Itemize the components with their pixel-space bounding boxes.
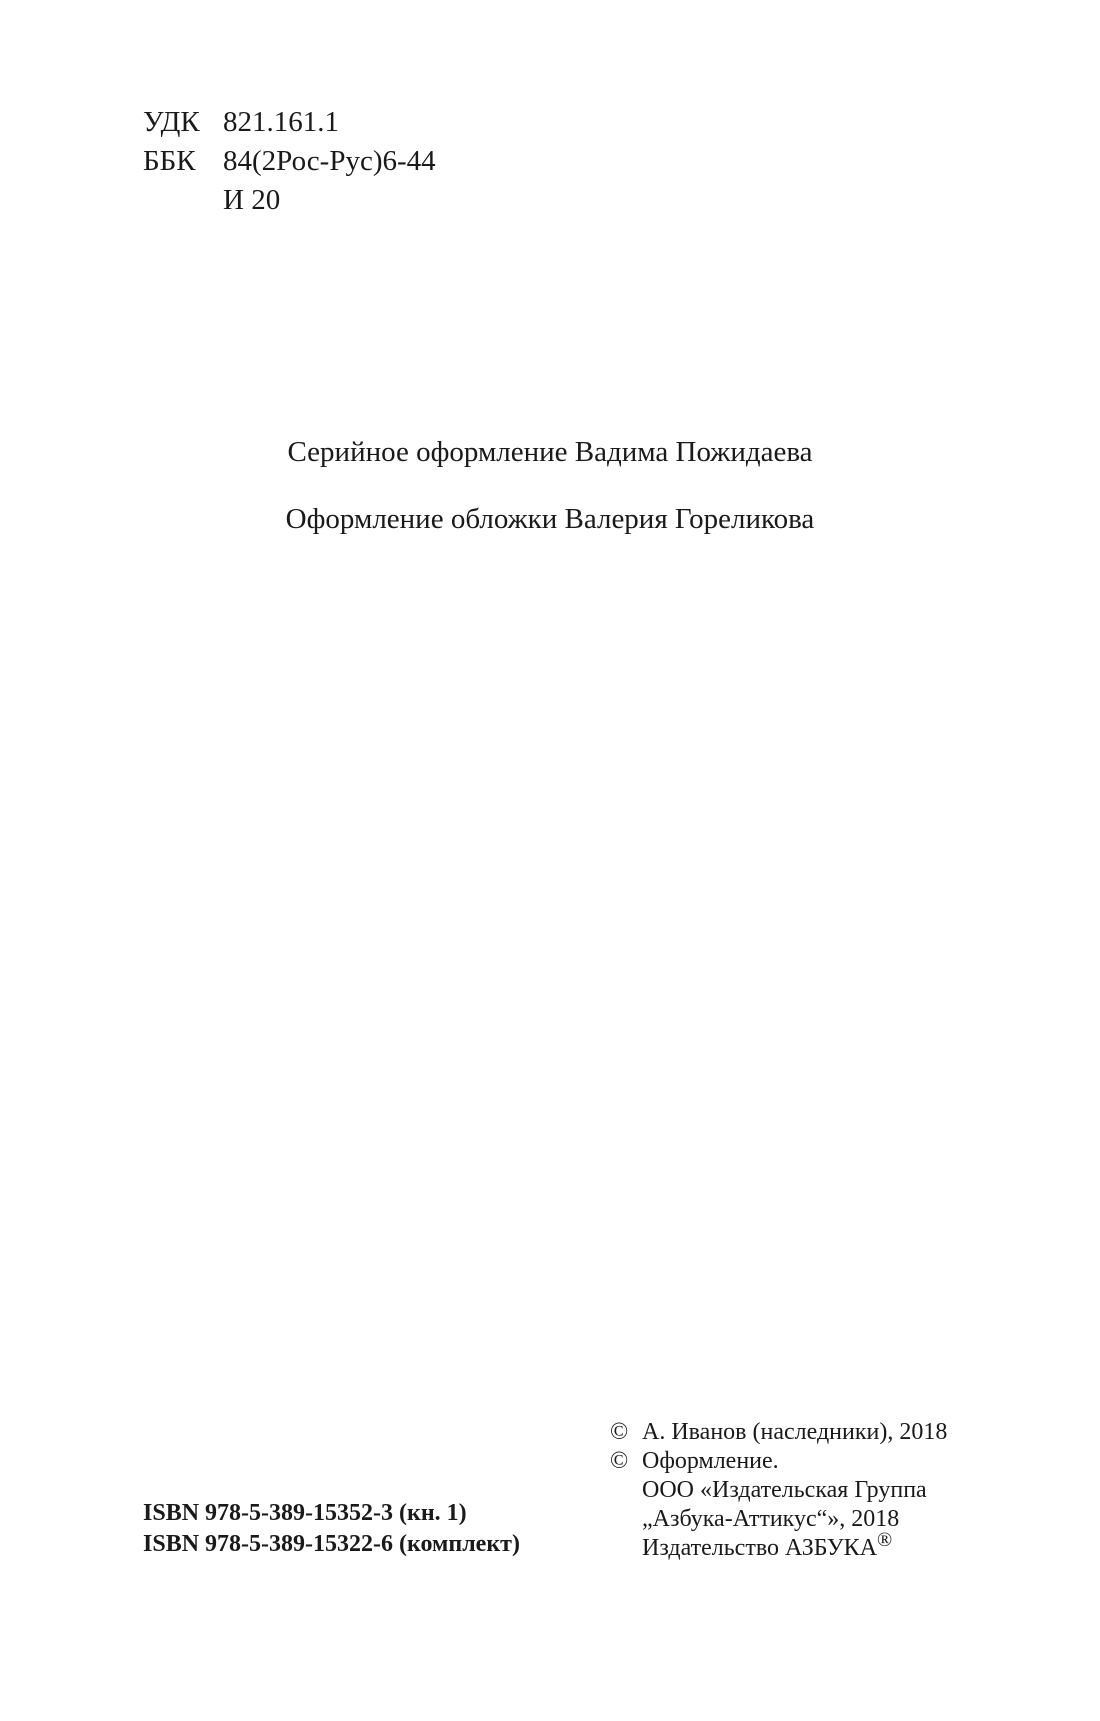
udk-row [143, 103, 436, 142]
publisher-name-line: „Азбука-Аттикус“», 2018 [642, 1506, 900, 1532]
copyright-icon: © [610, 1419, 629, 1445]
isbn-set: ISBN 978-5-389-15322-6 (комплект) [143, 1531, 520, 1557]
copyright-icon: © [610, 1448, 629, 1474]
publisher-group-line: ООО «Издательская Группа [642, 1477, 927, 1503]
publisher-imprint-line [642, 1529, 927, 1563]
classification-block [143, 103, 436, 220]
copyright-author-text: А. Иванов (наследники), 2018 [642, 1419, 948, 1445]
copyright-design [610, 1447, 947, 1563]
bbk-value: 84(2Рос-Рус)6-44 [223, 145, 436, 177]
copyright-author [610, 1418, 947, 1447]
isbn-block [143, 1498, 520, 1560]
registered-mark-icon: ® [877, 1529, 893, 1551]
author-mark-row [143, 181, 436, 220]
publisher-imprint-text: Издательство АЗБУКА [642, 1535, 878, 1561]
udk-value: 821.161.1 [223, 106, 339, 138]
udk-label: УДК [143, 106, 200, 138]
copyright-design-label: Оформление. [642, 1448, 779, 1474]
isbn-book: ISBN 978-5-389-15352-3 (кн. 1) [143, 1500, 467, 1526]
bbk-row [143, 142, 436, 181]
copyright-block [610, 1418, 947, 1563]
bbk-label: ББК [143, 145, 196, 177]
author-mark-spacer [143, 181, 223, 220]
series-design-credit: Серийное оформление Вадима Пожидаева [287, 436, 813, 468]
cover-design-credit: Оформление обложки Валерия Гореликова [285, 503, 815, 535]
author-mark: И 20 [223, 184, 281, 216]
